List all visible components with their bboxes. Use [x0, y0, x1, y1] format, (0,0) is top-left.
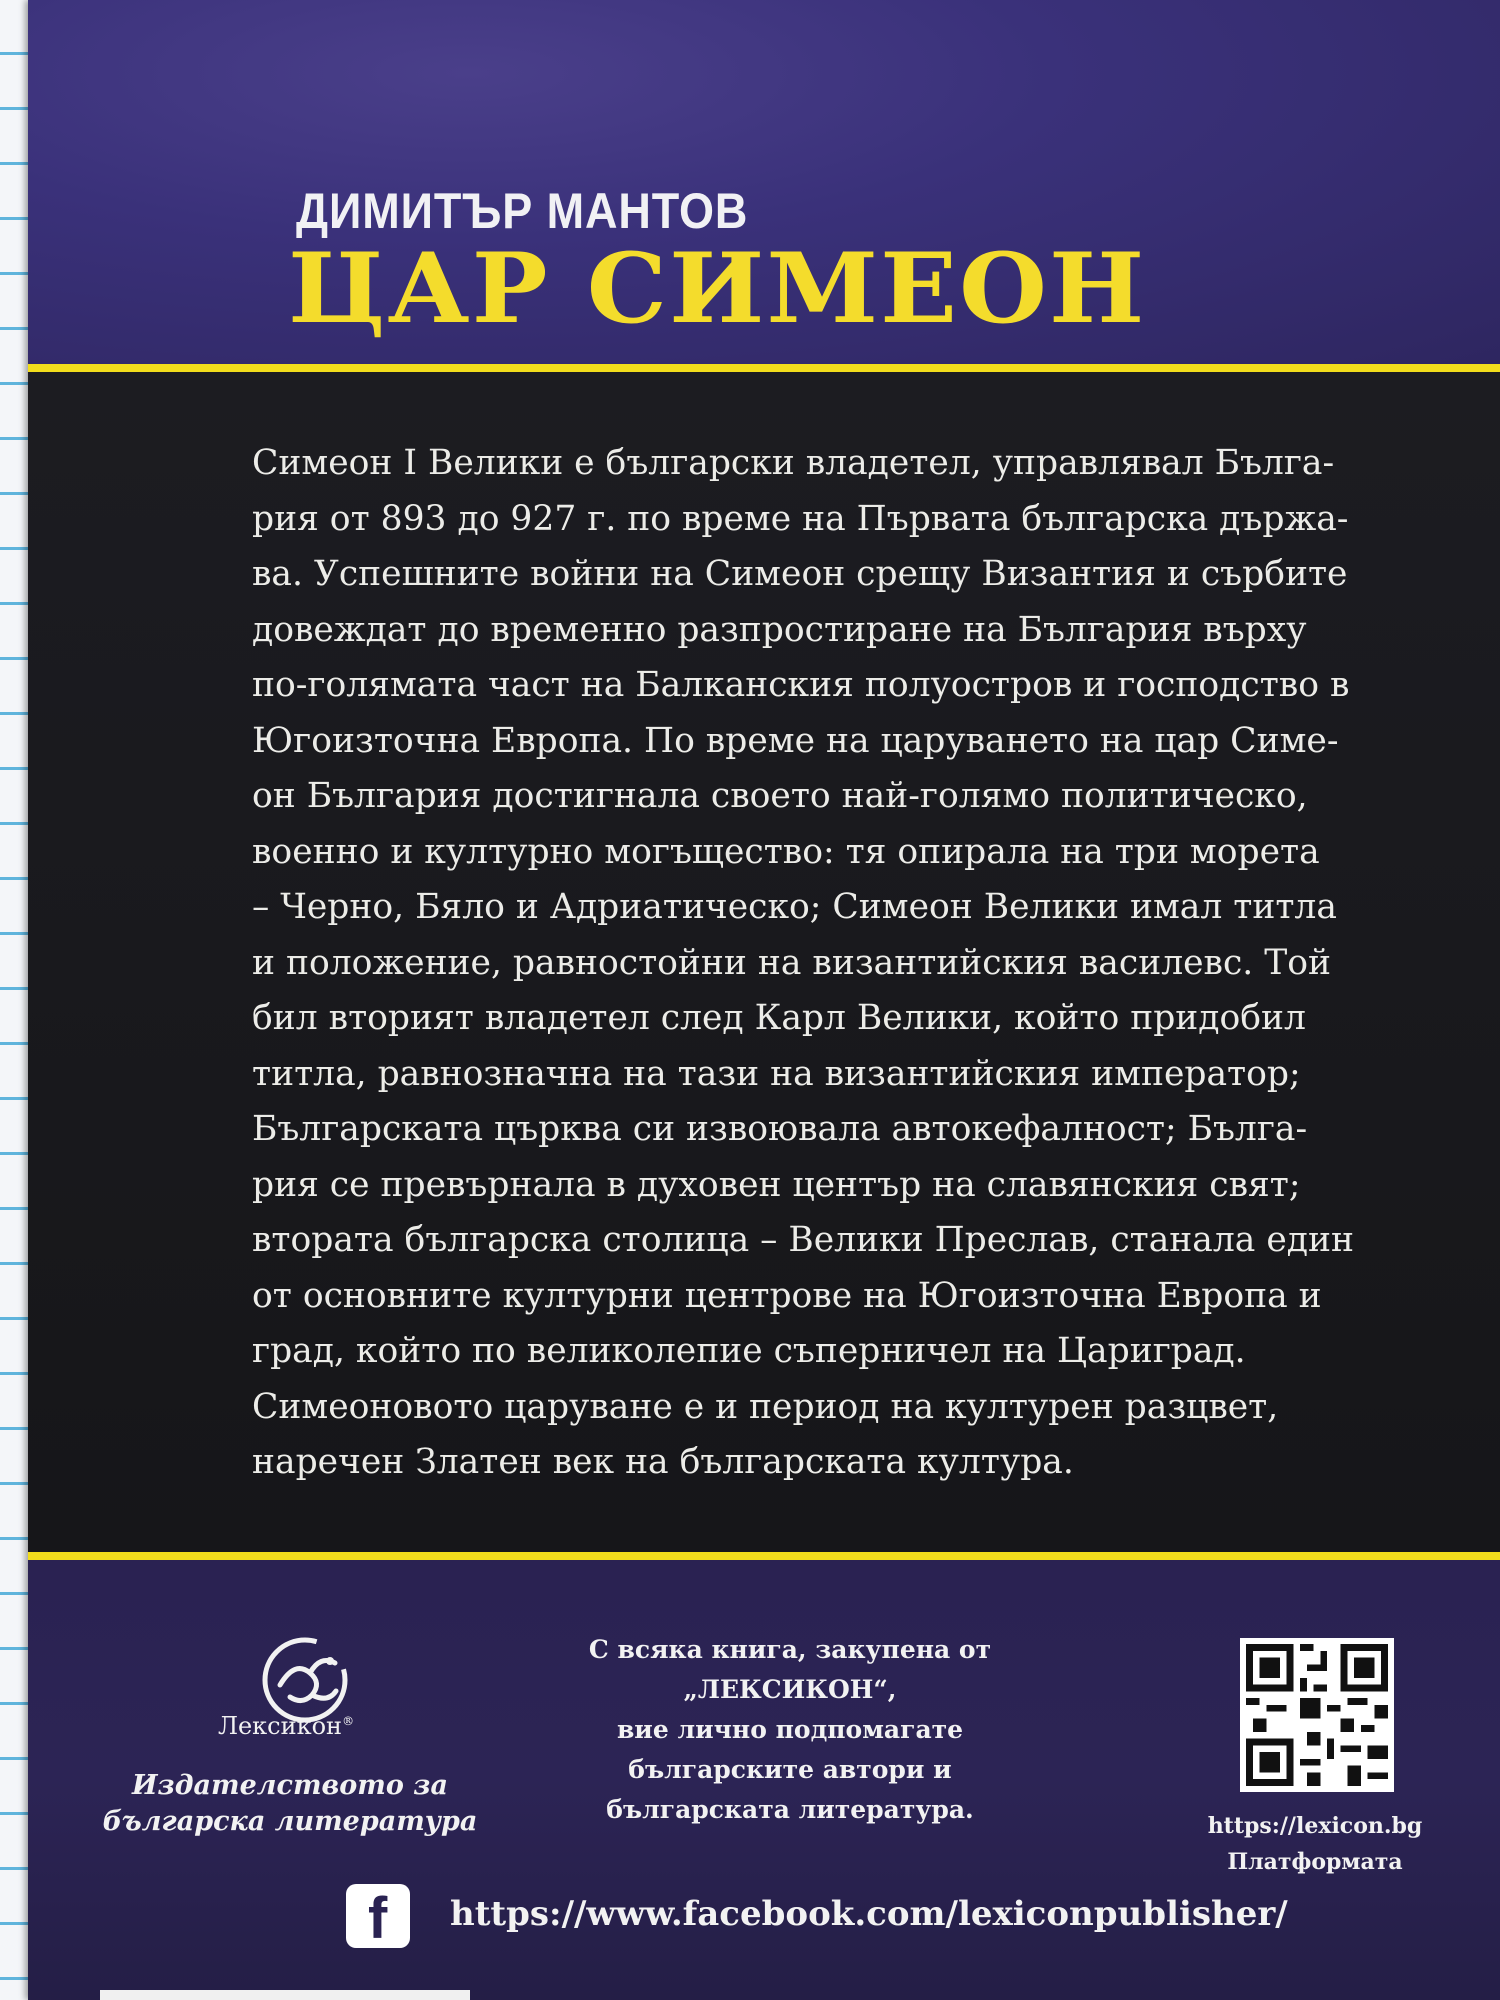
tagline-line: Издателството за: [132, 1770, 448, 1801]
support-message: [560, 1630, 1020, 1830]
facebook-icon[interactable]: [346, 1884, 410, 1951]
synopsis-line: от основните културни центрове на Югоизточна Европа и: [252, 1275, 1322, 1316]
qr-platform-label: Платформата: [1227, 1849, 1403, 1875]
synopsis-line: по-голямата част на Балканския полуостров и господство в: [252, 665, 1350, 705]
publisher-brand: [206, 1712, 366, 1740]
support-line: вие лично подпомагате: [616, 1715, 964, 1744]
support-line: българската литература.: [606, 1795, 974, 1824]
synopsis-line: наречен Златен век на българската култура.: [252, 1442, 1074, 1482]
facebook-link[interactable]: https://www.facebook.com/lexiconpublisher/: [450, 1894, 1288, 1934]
synopsis-line: Симеон I Велики е български владетел, управлявал Бълга-: [252, 443, 1335, 483]
synopsis-line: Симеоновото царуване е и период на културен разцвет,: [252, 1386, 1279, 1427]
synopsis-line: рия се превърнала в духовен център на славянския свят;: [252, 1164, 1301, 1205]
synopsis-line: град, който по великолепие съперничел на Цариград.: [252, 1331, 1246, 1371]
synopsis-line: бил вторият владетел след Карл Велики, който придобил: [252, 998, 1306, 1038]
synopsis-text: [252, 436, 1412, 1491]
synopsis-line: – Черно, Бяло и Адриатическо; Симеон Велики имал титла: [252, 887, 1337, 927]
notebook-paper-edge: [0, 0, 30, 2000]
support-line: С всяка книга, закупена от: [588, 1635, 992, 1664]
support-line: българските автори и: [628, 1755, 952, 1784]
qr-url[interactable]: https://lexicon.bg: [1207, 1813, 1423, 1839]
yellow-rule-bottom: [28, 1552, 1500, 1560]
synopsis-line: довеждат до временно разпростиране на България върху: [252, 609, 1307, 650]
synopsis-line: рия от 893 до 927 г. по време на Първата българска държа-: [252, 498, 1349, 539]
synopsis-line: втората българска столица – Велики Преслав, станала един: [252, 1220, 1354, 1260]
support-line: „ЛЕКСИКОН“,: [683, 1675, 897, 1704]
book-title: ЦАР СИМЕОН: [288, 232, 1147, 345]
author-name: ДИМИТЪР МАНТОВ: [296, 183, 749, 239]
facebook-letter: f: [368, 1886, 388, 1951]
synopsis-line: Югоизточна Европа. По време на царуването на цар Симе-: [252, 720, 1339, 761]
registered-mark: ®: [342, 1714, 355, 1728]
synopsis-line: он България достигнала своето най-голямо политическо,: [252, 776, 1308, 816]
synopsis-line: Българската църква си извоювала автокефалност; Бълга-: [252, 1109, 1308, 1149]
synopsis-line: титла, равнозначна на тази на византийския император;: [252, 1053, 1301, 1094]
yellow-rule-top: [28, 364, 1500, 372]
synopsis-line: военно и културно могъщество: тя опирала на три морета: [252, 831, 1320, 872]
synopsis-line: и положение, равностойни на византийския василевс. Той: [252, 942, 1331, 983]
qr-code[interactable]: [1240, 1638, 1394, 1792]
publisher-tagline: [100, 1768, 480, 1840]
barcode-sticker-edge: [100, 1990, 470, 2000]
brand-name: Лексикон: [217, 1712, 343, 1740]
qr-caption: [1190, 1808, 1440, 1880]
tagline-line: българска литература: [102, 1806, 478, 1837]
qr-code-icon: [1246, 1644, 1388, 1786]
synopsis-line: ва. Успешните войни на Симеон срещу Византия и сърбите: [252, 554, 1348, 594]
